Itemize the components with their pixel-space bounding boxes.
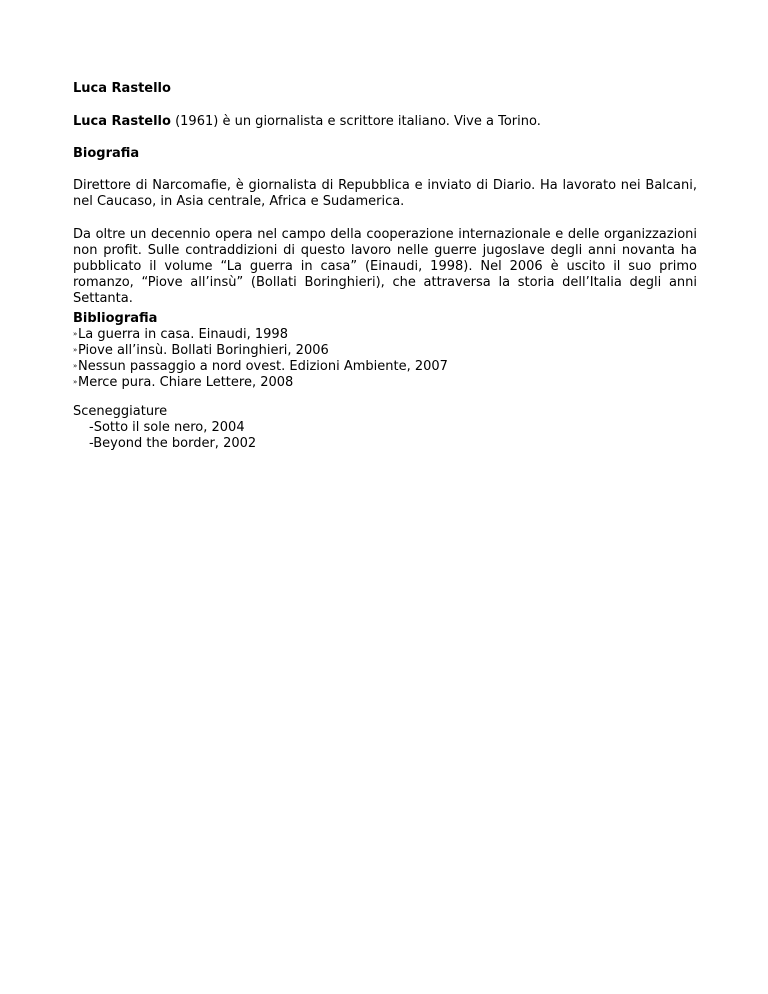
bibliography-item-text: La guerra in casa. Einaudi, 1998 — [78, 327, 288, 342]
biography-paragraph-2: Da oltre un decennio opera nel campo della cooperazione internazionale e delle organizzazioni non profit. Sulle contraddizioni di questo lavoro nelle guerre jugoslave degli anni novanta ha pubblicato il volume “La guerra in casa” (Einaudi, 1998). Nel 2006 è uscito il suo primo romanzo, “Piove all’insù” (Bollati Boringhieri), che attraversa la storia dell’Italia degli anni Settanta. — [73, 227, 697, 306]
bibliography-item — [73, 359, 448, 375]
bullet-icon: » — [73, 377, 78, 386]
bibliography-item-text: Merce pura. Chiare Lettere, 2008 — [78, 375, 294, 390]
screenplay-item: -Beyond the border, 2002 — [89, 436, 257, 451]
bibliography-item — [73, 343, 448, 359]
bullet-icon: » — [73, 345, 78, 354]
bibliography-heading: Bibliografia — [73, 311, 158, 326]
bibliography-item — [73, 375, 448, 391]
screenplay-item: -Sotto il sole nero, 2004 — [89, 420, 245, 435]
intro-line — [73, 114, 541, 129]
bullet-icon: » — [73, 329, 78, 338]
bibliography-item-text: Piove all’insù. Bollati Boringhieri, 2006 — [78, 343, 329, 358]
bibliography-list — [73, 327, 448, 391]
screenplays-heading: Sceneggiature — [73, 404, 168, 419]
screenplays-list — [89, 420, 256, 452]
intro-text: (1961) è un giornalista e scrittore italiano. Vive a Torino. — [170, 114, 541, 129]
biography-heading: Biografia — [73, 146, 140, 161]
bibliography-item-text: Nessun passaggio a nord ovest. Edizioni Ambiente, 2007 — [78, 359, 448, 374]
document-title: Luca Rastello — [73, 81, 171, 96]
biography-paragraph-1: Direttore di Narcomafie, è giornalista di Repubblica e inviato di Diario. Ha lavorato nei Balcani, nel Caucaso, in Asia centrale, Africa e Sudamerica. — [73, 178, 697, 209]
bibliography-item — [73, 327, 448, 343]
bullet-icon: » — [73, 361, 78, 370]
intro-name: Luca Rastello — [73, 114, 171, 129]
